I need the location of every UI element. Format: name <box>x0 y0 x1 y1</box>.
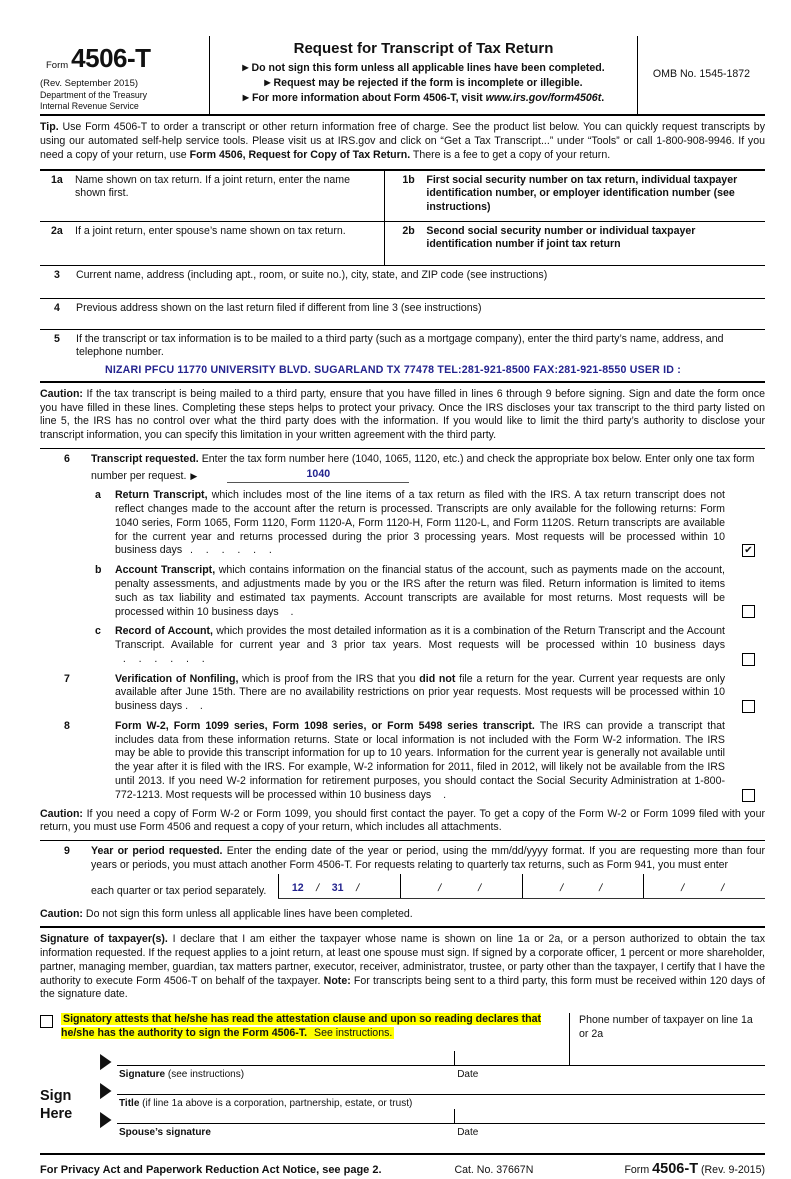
agency-label: Internal Revenue Service <box>40 100 139 111</box>
line-5-label: If the transcript or tax information is to be mailed to a third party (such as a mortgage company), enter the third party’s name, address, and telephone number. <box>76 332 724 359</box>
field-name-on-return[interactable] <box>40 171 384 221</box>
field-previous-address[interactable] <box>40 299 765 329</box>
line-number: 9 <box>64 845 70 858</box>
dot-leader: . <box>431 788 448 801</box>
w2-transcript-checkbox[interactable] <box>742 789 755 802</box>
date-label: Date <box>457 1127 479 1139</box>
divider <box>40 840 765 841</box>
form-header <box>40 36 765 116</box>
field-first-ssn[interactable] <box>384 171 765 221</box>
line-6b-account-transcript: b Account Transcript, which contains information on the financial status of the account, such as payments made on the account, penalty assessments, and adjustments made by you or the IRS after the return was filed. Return information is limited to items such as tax liability and estimated tax payments. Account transcripts are available for most returns. Most requests will be processed within 10 business days . <box>40 564 765 619</box>
header-bullet-1: ▶ Do not sign this form unless all applicable lines have been completed. <box>242 61 605 74</box>
line-8-w2-1099-transcript: 8 Form W-2, Form 1099 series, Form 1098 series, or Form 5498 series transcript. The IRS can provide a transcript that includes data from these information returns. State or local information is not included with the Form W-2 information. The IRS may be able to provide this transcript information for up to 10 years. Information for the current year is generally not available until the year after it is filed with the IRS. For example, W-2 information for 2011, filed in 2012, will likely not be available from the IRS until 2013. If you need W-2 information for retirement purposes, you should contact the Social Security Administration at 1-800-772-1213. Most requests will be processed within 10 business days . <box>40 720 765 803</box>
date-divider <box>454 1051 455 1066</box>
header-bullet-2: ▶ Request may be rejected if the form is incomplete or illegible. <box>264 76 583 89</box>
caution-third-party: Caution: If the tax transcript is being mailed to a third party, ensure that you have filled in lines 6 through 9 before signing. Sign and date the form once you have filled in these lines. Completing these steps helps to protect your privacy. Once the IRS discloses your tax transcript to the third party listed on line 5, the IRS has no control over what the third party does with the information. If you would like to limit the third party’s authority to disclose your transcript information, you can specify this limitation in your written agreement with the third party. <box>40 387 765 442</box>
line-7-verification-of-nonfiling: 7 Verification of Nonfiling, which is proof from the IRS that you did not file a return for the year. Current year requests are only available after June 15th. There are no availability restrictions on prior year requests. Most requests will be processed within 10 business days . . <box>40 673 765 714</box>
arrow-right-icon: ▶ <box>242 62 249 72</box>
tip-paragraph: Tip. Use Form 4506-T to order a transcript or other return information free of charge. See the product list below. You can quickly request transcripts by using our automated self-help service tools. Please visit us at IRS.gov and click on “Get a Tax Transcript...” under “Tools” or call 1-800-908-9946. If you need a copy of your return, use Form 4506, Request for Copy of Tax Return. There is a fee to get a copy of your return. <box>40 121 765 161</box>
line-number: 4 <box>54 301 60 314</box>
omb-number: OMB No. 1545-1872 <box>652 68 751 81</box>
sign-here-label: Sign Here <box>40 1088 73 1123</box>
line-3-label: Current name, address (including apt., room, or suite no.), city, state, and ZIP code (see instructions) <box>76 268 548 281</box>
line-number: 2b <box>402 224 415 237</box>
arrow-right-icon: ▶ <box>100 1078 112 1103</box>
sign-here-section <box>40 1049 765 1152</box>
arrow-right-icon: ▶ <box>264 77 271 87</box>
verification-nonfiling-checkbox[interactable] <box>742 700 755 713</box>
dot-leader: . . . . . . <box>182 544 273 557</box>
line-1b-label: First social security number on tax return, individual taxpayer identification number, or employer identification number (see instructions) <box>426 173 738 214</box>
dot-leader: . . . . . . <box>115 652 206 665</box>
line-number: 8 <box>64 719 70 732</box>
form-identity-block <box>40 36 210 114</box>
attestation-row <box>40 1013 765 1065</box>
record-of-account-checkbox[interactable] <box>742 653 755 666</box>
date-divider <box>454 1109 455 1124</box>
attestation-checkbox[interactable] <box>40 1015 53 1028</box>
dot-leader: . <box>278 605 295 618</box>
line-9-year-requested: 9 Year or period requested. Enter the ending date of the year or period, using the mm/dd/yyyy format. If you are requesting more than four years or periods, you must attach another Form 4506-T. For requests relating to quarterly tax returns, such as Form 941, you must enter each quarter or tax period separately. 12 / 31 / / / / / / / <box>40 845 765 899</box>
form-info-url: www.irs.gov/form4506t <box>485 92 602 105</box>
form-title: Request for Transcript of Tax Return <box>293 40 554 57</box>
line-number: 1b <box>402 173 415 186</box>
line-number: 2a <box>51 224 63 237</box>
taxpayer-info-table <box>40 169 765 383</box>
line-2b-label: Second social security number or individual taxpayer identification number if joint tax return <box>426 224 696 251</box>
return-transcript-checkbox[interactable]: ✔ <box>742 544 755 557</box>
line-6-transcript-requested: 6 Transcript requested. Enter the tax form number here (1040, 1065, 1120, etc.) and check the appropriate box below. Enter only one tax form number per request. ▶ 1040 <box>40 453 765 484</box>
line-6c-record-of-account: c Record of Account, which provides the most detailed information as it is a combination of the Return Transcript and the Account Transcript. Available for current year and 3 prior tax years. Most requests will be processed within 10 business days . . . . . . <box>40 625 765 666</box>
date-field-2[interactable]: / / <box>400 874 522 898</box>
divider <box>40 448 765 449</box>
date-field-3[interactable]: / / <box>522 874 644 898</box>
spouse-signature-line[interactable]: ▶ Spouse’s signature Date <box>117 1123 765 1152</box>
tip-label: Tip. <box>40 121 59 134</box>
phone-number-field[interactable] <box>569 1013 765 1065</box>
item-letter: c <box>95 625 101 638</box>
line-6a-return-transcript: a Return Transcript, which includes most of the line items of a tax return as filed with the IRS. A tax return transcript does not reflect changes made to the account after the return is processed. Transcripts are only available for the following returns: Form 1040 series, Form 1065, Form 1120, Form 1120-A, Form 1120-H, Form 1120-L, and Form 1120S. Return transcripts are available for the current year and returns processed during the prior 3 processing years. Most requests will be processed within 10 business days . . . . . . ✔ <box>40 489 765 558</box>
attestation-text: Signatory attests that he/she has read the attestation clause and upon so reading declares that he/she has the authority to sign the Form 4506-T. See instructions. <box>61 1013 542 1039</box>
date-label: Date <box>457 1069 479 1081</box>
signature-declaration: Signature of taxpayer(s). I declare that I am either the taxpayer whose name is shown on line 1a or 2a, or a person authorized to obtain the tax information requested. If the request applies to a joint return, at least one spouse must sign. If signed by a corporate officer, 1 percent or more shareholder, partner, managing member, guardian, tax matters partner, executor, receiver, administrator, trustee, or party other than the taxpayer, I certify that I have the authority to execute Form 4506-T on behalf of the taxpayer. Note: For transcripts being sent to a third party, this form must be received within 120 days of the signature date. <box>40 933 765 1001</box>
date-field-4[interactable]: / / <box>643 874 765 898</box>
third-party-value[interactable]: NIZARI PFCU 11770 UNIVERSITY BLVD. SUGARLAND TX 77478 TEL:281-921-8500 FAX:281-921-8550 USER ID : <box>105 364 681 377</box>
form-footer <box>40 1153 765 1179</box>
account-transcript-checkbox[interactable] <box>742 605 755 618</box>
line-number: 7 <box>64 672 70 685</box>
field-second-ssn[interactable] <box>384 222 765 265</box>
line-2a-label: If a joint return, enter spouse’s name shown on tax return. <box>75 224 346 237</box>
department-label: Department of the Treasury <box>40 90 148 101</box>
arrow-right-icon: ▶ <box>100 1107 112 1132</box>
date-field-1[interactable]: 12 / 31 / <box>278 874 400 898</box>
form-number: 4506-T <box>71 43 151 73</box>
item-letter: b <box>95 564 102 577</box>
phone-number-label: Phone number of taxpayer on line 1a or 2a <box>579 1014 753 1040</box>
caution-w2-copy: Caution: If you need a copy of Form W-2 or Form 1099, you should first contact the payer. To get a copy of the Form W-2 or Form 1099 filed with your return, you must use Form 4506 and request a copy of your return, which includes all attachments. <box>40 807 765 834</box>
form-revision: (Rev. September 2015) <box>40 77 139 89</box>
field-spouse-name[interactable] <box>40 222 384 265</box>
arrow-right-icon: ▶ <box>190 470 198 481</box>
line-4-label: Previous address shown on the last return filed if different from line 3 (see instructions) <box>76 301 482 314</box>
dot-leader: . <box>188 700 204 713</box>
form-footer-id: Form 4506-T (Rev. 9-2015) <box>624 1161 765 1178</box>
line-number: 1a <box>51 173 63 186</box>
title-line[interactable]: ▶ Title (if line 1a above is a corporation, partnership, estate, or trust) <box>117 1094 765 1123</box>
period-date-fields <box>278 874 765 899</box>
item-letter: a <box>95 489 101 502</box>
form-word-label: Form <box>46 60 69 72</box>
arrow-right-icon: ▶ <box>100 1049 112 1074</box>
arrow-right-icon: ▶ <box>242 93 249 103</box>
tax-form-number-field[interactable]: 1040 <box>227 468 409 484</box>
line-number: 3 <box>54 268 60 281</box>
header-bullet-3: ▶ For more information about Form 4506-T, visit www.irs.gov/form4506t. <box>242 92 605 105</box>
privacy-act-notice: For Privacy Act and Paperwork Reduction Act Notice, see page 2. <box>40 1164 382 1177</box>
field-third-party[interactable] <box>40 330 765 381</box>
line-number: 6 <box>64 452 70 465</box>
line-1a-label: Name shown on tax return. If a joint return, enter the name shown first. <box>75 173 350 200</box>
line-number: 5 <box>54 332 60 345</box>
form-title-block <box>210 36 637 114</box>
catalog-number: Cat. No. 37667N <box>454 1164 534 1177</box>
omb-number-box <box>637 36 765 114</box>
field-current-address[interactable] <box>40 266 765 298</box>
caution-do-not-sign: Caution: Do not sign this form unless all applicable lines have been completed. <box>40 907 413 920</box>
signature-line[interactable]: ▶ Signature (see instructions) Date <box>117 1065 765 1094</box>
